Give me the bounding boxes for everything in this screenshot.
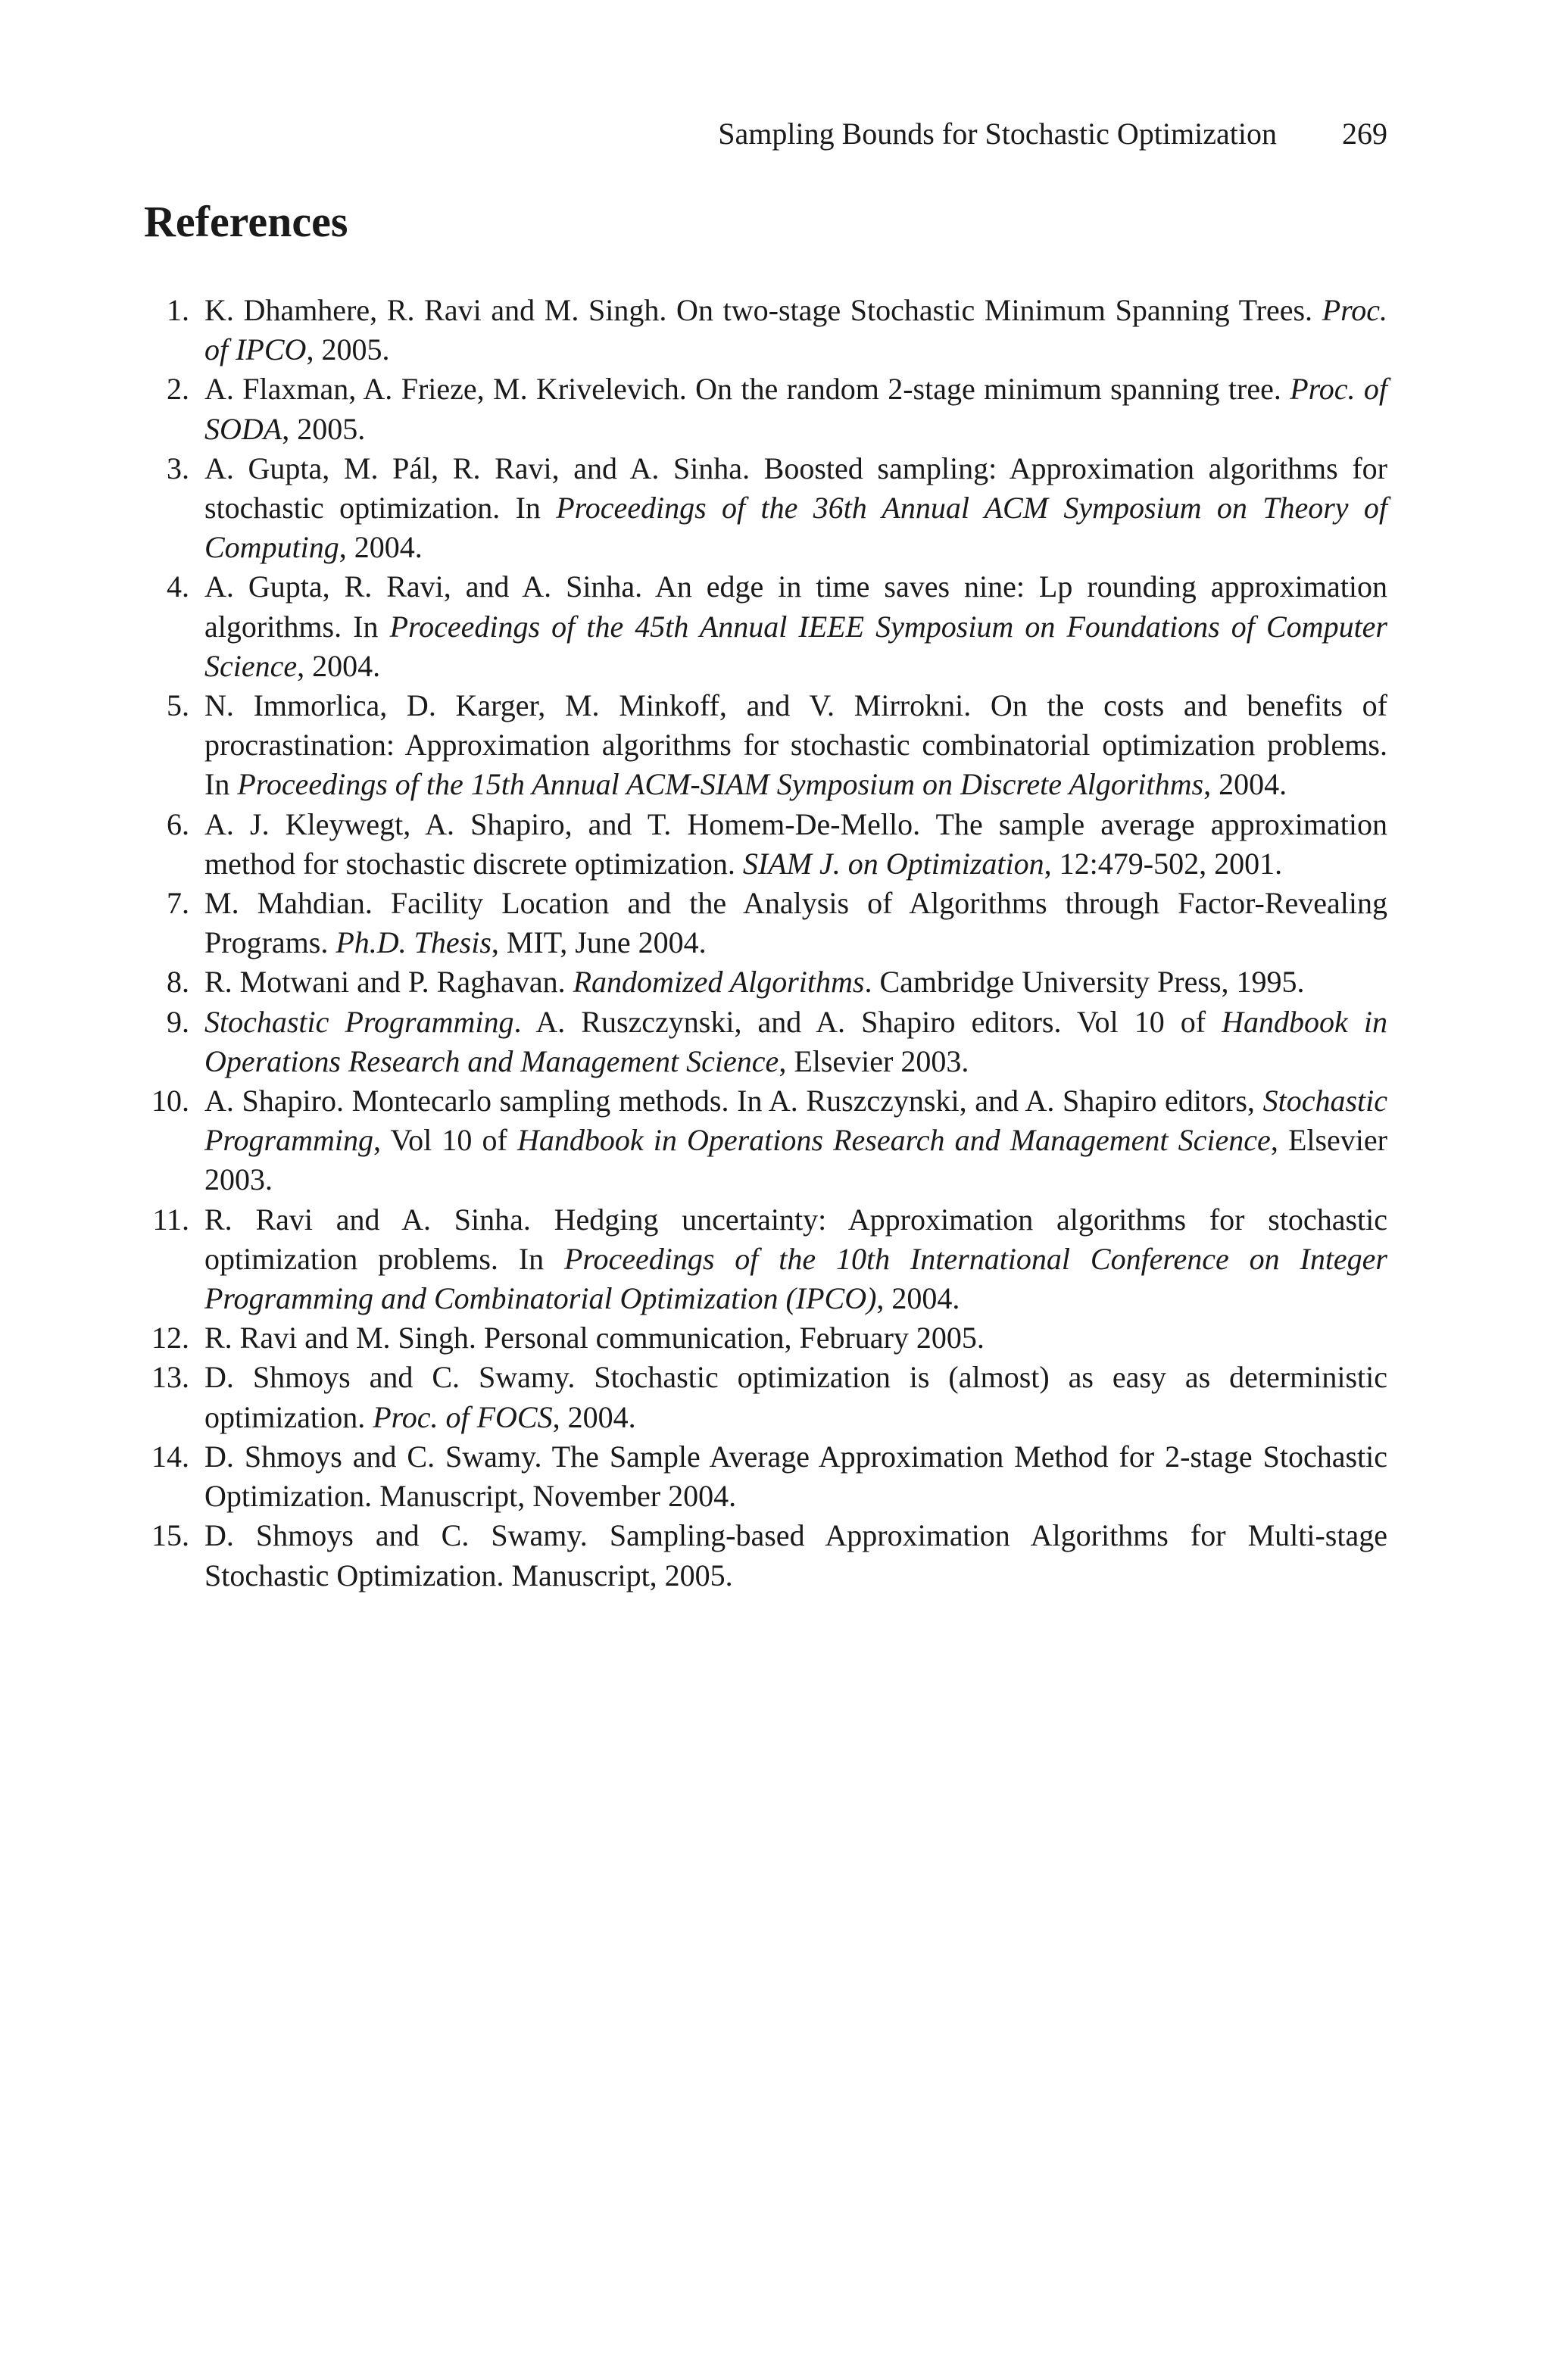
reference-italic-segment: Proc. of SODA	[204, 372, 1387, 446]
reference-segment: D. Shmoys and C. Swamy. Stochastic optimization is (almost) as easy as deterministic optimization.	[204, 1360, 1387, 1434]
reference-item	[144, 1516, 1387, 1595]
reference-text	[204, 293, 1387, 367]
reference-italic-segment: Proceedings of the 10th International Conference on Integer Programming and Combinatorial Optimization (IPCO)	[204, 1241, 1388, 1316]
reference-text	[204, 372, 1387, 445]
reference-number: 13.	[151, 1360, 189, 1395]
reference-number: 15.	[151, 1518, 189, 1553]
reference-text	[204, 807, 1387, 881]
reference-item	[144, 567, 1387, 686]
reference-item	[144, 370, 1387, 448]
reference-italic-segment: Ph.D. Thesis	[335, 925, 492, 960]
reference-italic-segment: Stochastic Programming	[204, 1084, 1387, 1158]
reference-text	[204, 1005, 1387, 1078]
reference-item	[144, 1003, 1387, 1081]
reference-number: 10.	[151, 1084, 189, 1118]
reference-number: 12.	[151, 1321, 189, 1355]
reference-number: 9.	[167, 1004, 189, 1039]
reference-italic-segment: Randomized Algorithms	[573, 965, 865, 1000]
reference-italic-segment: Proceedings of the 45th Annual IEEE Symposium on Foundations of Computer Science	[204, 609, 1387, 683]
section-title: References	[144, 197, 348, 246]
reference-text	[204, 1518, 1387, 1592]
reference-number: 14.	[151, 1439, 189, 1474]
reference-segment: R. Ravi and A. Sinha. Hedging uncertainty: Approximation algorithms for stochastic optimization problems. In	[204, 1202, 1387, 1276]
reference-item	[144, 962, 1387, 1002]
reference-italic-segment: Proc. of FOCS	[373, 1399, 553, 1434]
reference-segment: . A. Ruszczynski, and A. Shapiro editors. Vol 10 of	[513, 1004, 1222, 1039]
reference-segment: A. Flaxman, A. Frieze, M. Krivelevich. On the random 2-stage minimum spanning tree.	[204, 372, 1290, 407]
reference-text	[204, 569, 1387, 682]
reference-text	[204, 1202, 1387, 1315]
reference-segment: , Elsevier 2003.	[204, 1123, 1387, 1197]
reference-item	[144, 1081, 1387, 1200]
reference-item	[144, 805, 1387, 884]
reference-segment: D. Shmoys and C. Swamy. The Sample Average Approximation Method for 2-stage Stochastic Optimization. Manuscript, November 2004.	[204, 1439, 1387, 1514]
reference-item	[144, 449, 1387, 568]
reference-italic-segment: SIAM J. on Optimization	[742, 846, 1044, 881]
reference-text	[204, 451, 1387, 564]
reference-item	[144, 1318, 1387, 1358]
reference-text	[204, 886, 1387, 959]
reference-item	[144, 884, 1387, 962]
reference-segment: , 12:479-502, 2001.	[1044, 846, 1283, 881]
reference-segment: , 2005.	[306, 332, 390, 367]
reference-item	[144, 1358, 1387, 1436]
reference-number: 7.	[167, 886, 189, 921]
reference-segment: , MIT, June 2004.	[491, 925, 707, 960]
reference-italic-segment: Handbook in Operations Research and Management Science	[516, 1123, 1271, 1158]
reference-segment: , 2004.	[297, 648, 381, 683]
reference-segment: A. Gupta, R. Ravi, and A. Sinha. An edge in time saves nine: Lp rounding approximation algorithms. In	[204, 569, 1387, 644]
reference-segment: , 2004.	[1203, 767, 1287, 802]
reference-italic-segment: Proceedings of the 36th Annual ACM Symposium on Theory of Computing	[204, 491, 1387, 565]
reference-segment: , Vol 10 of	[373, 1123, 517, 1158]
reference-segment: K. Dhamhere, R. Ravi and M. Singh. On two-stage Stochastic Minimum Spanning Trees.	[204, 293, 1322, 327]
reference-number: 8.	[167, 965, 189, 1000]
reference-italic-segment: Proceedings of the 15th Annual ACM-SIAM Symposium on Discrete Algorithms	[237, 767, 1204, 802]
reference-segment: N. Immorlica, D. Karger, M. Minkoff, and V. Mirrokni. On the costs and benefits of procrastination: Approximation algorithms for stochastic combinatorial optimization problems. In	[204, 688, 1387, 802]
reference-text	[204, 1360, 1387, 1433]
reference-segment: A. J. Kleywegt, A. Shapiro, and T. Homem-De-Mello. The sample average approximation method for stochastic discrete optimization.	[204, 806, 1387, 881]
reference-number: 4.	[167, 569, 189, 604]
reference-number: 2.	[167, 372, 189, 407]
reference-item	[144, 1200, 1387, 1319]
running-header	[144, 115, 1387, 153]
reference-number: 1.	[167, 293, 189, 327]
reference-segment: R. Ravi and M. Singh. Personal communication, February 2005.	[204, 1321, 985, 1355]
reference-segment: A. Gupta, M. Pál, R. Ravi, and A. Sinha. Boosted sampling: Approximation algorithms for stochastic optimization. In	[204, 451, 1387, 526]
reference-list	[144, 291, 1387, 1596]
reference-number: 6.	[167, 806, 189, 841]
reference-text	[204, 1440, 1387, 1513]
reference-italic-segment: Proc. of IPCO	[204, 293, 1387, 367]
reference-number: 3.	[167, 451, 189, 485]
reference-segment: , 2004.	[552, 1399, 636, 1434]
reference-text	[204, 688, 1387, 801]
reference-number: 11.	[152, 1202, 189, 1237]
reference-text	[204, 1321, 985, 1355]
reference-segment: , 2004.	[876, 1281, 960, 1316]
reference-segment: , 2004.	[339, 530, 423, 565]
page-number: 269	[1342, 117, 1387, 151]
reference-segment: D. Shmoys and C. Swamy. Sampling-based Approximation Algorithms for Multi-stage Stochastic Optimization. Manuscript, 2005.	[204, 1518, 1387, 1592]
reference-number: 5.	[167, 688, 189, 723]
reference-item	[144, 291, 1387, 370]
reference-segment: A. Shapiro. Montecarlo sampling methods. In A. Ruszczynski, and A. Shapiro editors,	[204, 1084, 1263, 1118]
reference-italic-segment: Handbook in Operations Research and Management Science	[204, 1004, 1387, 1078]
reference-italic-segment: Stochastic Programming	[204, 1004, 514, 1039]
reference-segment: . Cambridge University Press, 1995.	[864, 965, 1305, 1000]
reference-text	[204, 965, 1305, 999]
running-title: Sampling Bounds for Stochastic Optimization	[718, 117, 1277, 151]
reference-segment: R. Motwani and P. Raghavan.	[204, 965, 573, 1000]
reference-item	[144, 1437, 1387, 1516]
reference-segment: , Elsevier 2003.	[779, 1043, 969, 1078]
reference-item	[144, 686, 1387, 805]
reference-text	[204, 1084, 1387, 1196]
reference-segment: , 2005.	[282, 411, 366, 446]
reference-segment: M. Mahdian. Facility Location and the Analysis of Algorithms through Factor-Revealing Programs.	[204, 886, 1387, 960]
